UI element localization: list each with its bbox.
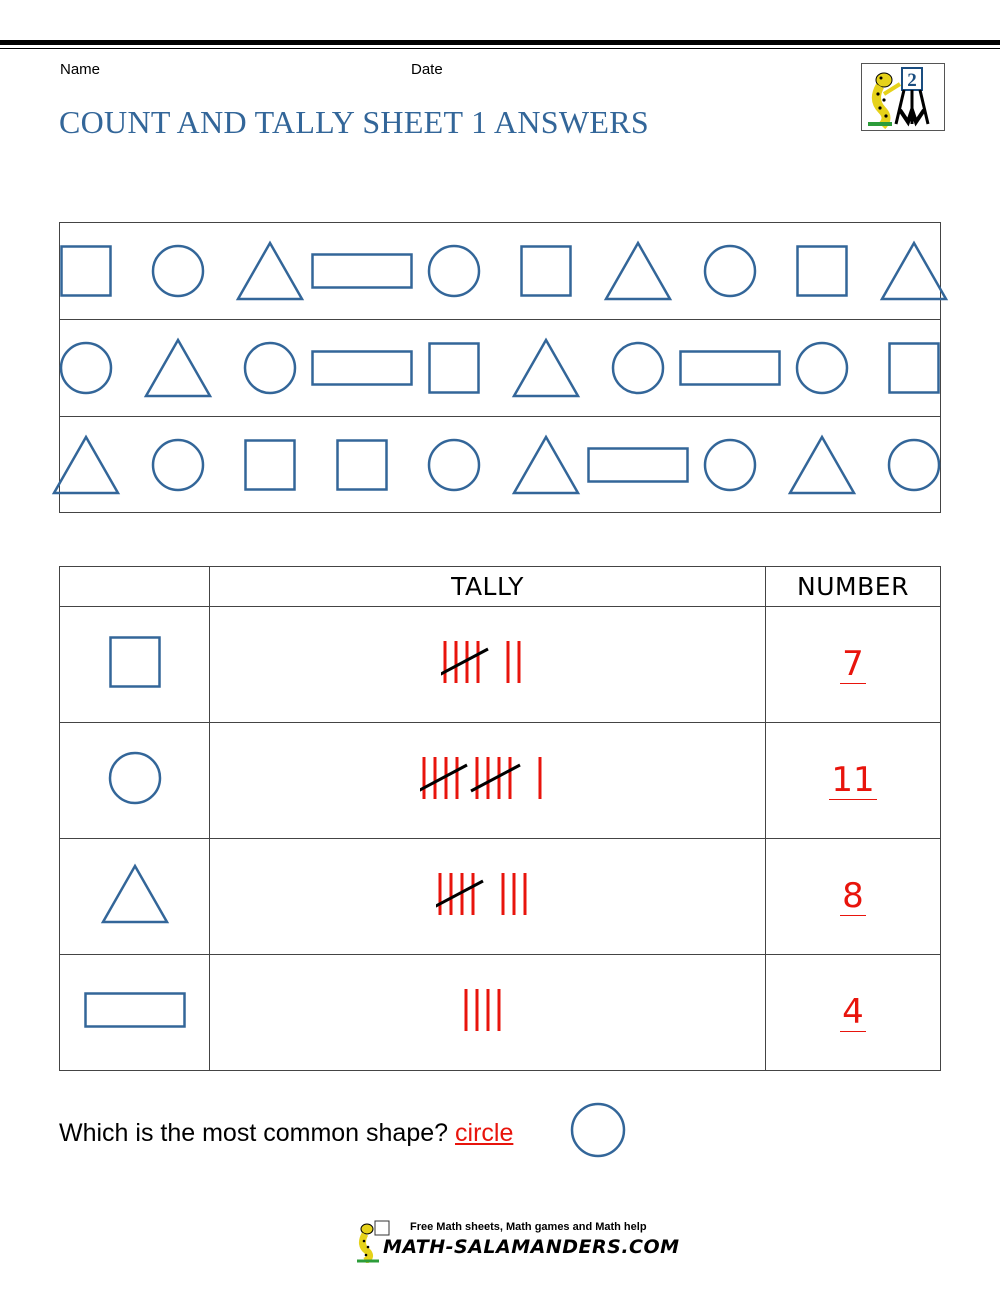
- circle-icon: [107, 750, 163, 806]
- shape-row-2: [60, 319, 940, 416]
- footer-site: MATH-SALAMANDERS.COM: [383, 1236, 680, 1258]
- square-icon: [336, 439, 388, 491]
- tally-table: [59, 566, 941, 1071]
- answer-shape: [569, 1101, 627, 1164]
- tally-strike: [420, 765, 467, 791]
- circle-icon: [610, 340, 666, 396]
- table-row: [60, 955, 941, 1071]
- salamander-logo: [861, 63, 945, 131]
- tally-strike: [441, 649, 488, 675]
- circle-icon: [426, 437, 482, 493]
- rectangle-icon: [311, 253, 413, 289]
- number-answer: 7: [842, 644, 864, 684]
- circle-icon: [702, 243, 758, 299]
- square-icon: [520, 245, 572, 297]
- triangle-icon: [235, 240, 305, 302]
- question-answer: circle: [455, 1119, 514, 1147]
- rectangle-icon: [679, 350, 781, 386]
- date-label: Date: [411, 61, 443, 78]
- shape-cell: [60, 955, 210, 1071]
- triangle-icon: [511, 434, 581, 496]
- number-cell: [766, 607, 941, 723]
- number-answer: 11: [831, 760, 875, 800]
- shapes-box: [59, 222, 941, 513]
- number-answer: 4: [842, 992, 864, 1032]
- circle-icon: [569, 1101, 627, 1159]
- tally-marks: [420, 753, 555, 803]
- circle-icon: [150, 437, 206, 493]
- number-header: NUMBER: [766, 567, 941, 607]
- circle-icon: [702, 437, 758, 493]
- table-row: [60, 839, 941, 955]
- square-icon: [796, 245, 848, 297]
- triangle-icon: [787, 434, 857, 496]
- triangle-icon: [100, 863, 170, 925]
- table-row: [60, 607, 941, 723]
- triangle-icon: [51, 434, 121, 496]
- shape-row-1: [60, 223, 940, 319]
- rectangle-icon: [84, 992, 186, 1028]
- salamander-icon: [862, 64, 944, 130]
- circle-icon: [58, 340, 114, 396]
- tally-marks: [462, 985, 514, 1035]
- tally-cell: [210, 839, 766, 955]
- square-icon: [60, 245, 112, 297]
- circle-icon: [242, 340, 298, 396]
- circle-icon: [150, 243, 206, 299]
- triangle-icon: [603, 240, 673, 302]
- triangle-icon: [143, 337, 213, 399]
- rectangle-icon: [587, 447, 689, 483]
- number-cell: [766, 839, 941, 955]
- shape-cell: [60, 839, 210, 955]
- shape-row-3: [60, 416, 940, 513]
- table-row: [60, 723, 941, 839]
- top-rule: [0, 40, 1000, 45]
- square-icon: [109, 636, 161, 688]
- triangle-icon: [511, 337, 581, 399]
- question-text: Which is the most common shape?: [59, 1119, 449, 1147]
- name-label: Name: [60, 61, 101, 78]
- triangle-icon: [879, 240, 949, 302]
- top-rule-thin: [0, 48, 1000, 49]
- number-cell: [766, 955, 941, 1071]
- tally-table-header: [60, 567, 941, 607]
- number-cell: [766, 723, 941, 839]
- footer-tagline: Free Math sheets, Math games and Math help: [410, 1221, 647, 1233]
- question-line: [59, 1119, 513, 1148]
- shape-header-cell: [60, 567, 210, 607]
- tally-cell: [210, 955, 766, 1071]
- number-answer: 8: [842, 876, 864, 916]
- circle-icon: [794, 340, 850, 396]
- tally-marks: [441, 637, 534, 687]
- rectangle-icon: [311, 350, 413, 386]
- page-title: COUNT AND TALLY SHEET 1 ANSWERS: [59, 104, 649, 140]
- tally-cell: [210, 723, 766, 839]
- square-icon: [428, 342, 480, 394]
- tally-header: TALLY: [210, 567, 766, 607]
- shape-cell: [60, 723, 210, 839]
- square-icon: [888, 342, 940, 394]
- tally-strike: [436, 881, 483, 907]
- shape-cell: [60, 607, 210, 723]
- tally-marks: [436, 869, 540, 919]
- circle-icon: [426, 243, 482, 299]
- grade-badge: 2: [907, 70, 917, 91]
- square-icon: [244, 439, 296, 491]
- tally-cell: [210, 607, 766, 723]
- circle-icon: [886, 437, 942, 493]
